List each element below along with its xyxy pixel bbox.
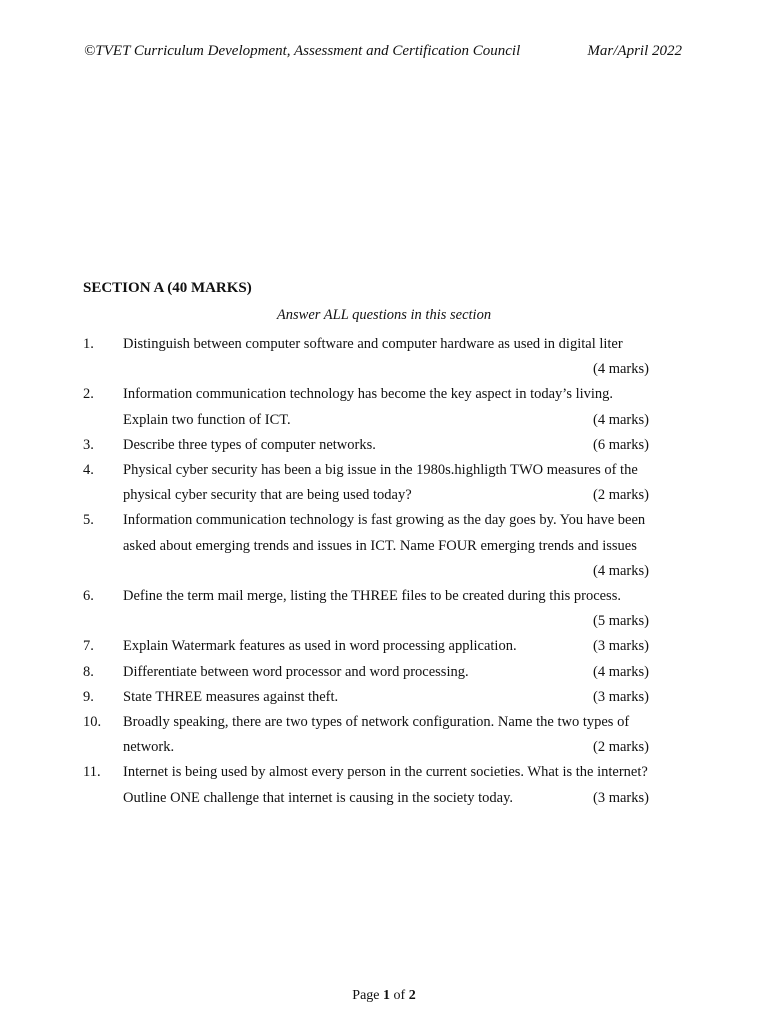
question-marks: (3 marks) — [593, 688, 649, 705]
instruction-text: Answer ALL questions in this section — [276, 307, 492, 323]
question-item — [83, 382, 685, 432]
council-name: ©TVET Curriculum Development, Assessment and Certification Council — [84, 43, 521, 59]
question-text-continued: asked about emerging trends and issues in ICT. Name FOUR emerging trends and issues — [123, 537, 637, 554]
question-number: 4. — [83, 462, 94, 479]
page-word: Page — [352, 988, 380, 1003]
question-number: 3. — [83, 436, 94, 453]
question-text: Broadly speaking, there are two types of network configuration. Name the two types of — [123, 714, 630, 731]
question-item — [83, 332, 685, 382]
question-list — [83, 332, 685, 811]
question-text: Information communication technology is fast growing as the day goes by. You have been — [123, 512, 646, 529]
question-number: 9. — [83, 688, 94, 705]
question-item — [83, 433, 685, 458]
question-item — [83, 584, 685, 634]
question-item — [83, 458, 685, 508]
page-number: 1 — [383, 988, 391, 1003]
question-item — [83, 685, 685, 710]
question-number: 7. — [83, 638, 94, 655]
question-marks: (4 marks) — [593, 663, 649, 680]
question-number: 2. — [83, 386, 94, 403]
section-title: SECTION A (40 MARKS) — [83, 280, 252, 296]
question-item — [83, 760, 685, 810]
question-text: State THREE measures against theft. — [123, 688, 339, 705]
page-header — [84, 43, 682, 60]
question-number: 1. — [83, 336, 94, 352]
question-item — [83, 710, 685, 760]
question-number: 11. — [83, 764, 101, 781]
question-item — [83, 508, 685, 584]
question-marks: (4 marks) — [593, 361, 649, 378]
question-text: Physical cyber security has been a big issue in the 1980s.highligth TWO measures of the — [123, 462, 638, 479]
question-number: 8. — [83, 663, 94, 680]
question-item — [83, 660, 685, 685]
question-text: Information communication technology has become the key aspect in today’s living. — [123, 386, 614, 403]
question-text: Describe three types of computer networks. — [123, 436, 376, 453]
question-text: Differentiate between word processor and word processing. — [123, 663, 469, 680]
question-text-continued: Outline ONE challenge that internet is causing in the society today. — [123, 789, 514, 806]
section-instruction — [0, 307, 768, 324]
exam-date: Mar/April 2022 — [587, 43, 682, 59]
question-number: 10. — [83, 714, 102, 731]
page-footer — [0, 988, 768, 1004]
question-marks: (4 marks) — [593, 562, 649, 579]
page-total: 2 — [408, 988, 416, 1003]
question-marks: (5 marks) — [593, 613, 649, 630]
question-text: Explain Watermark features as used in word processing application. — [123, 638, 517, 655]
question-text: Internet is being used by almost every person in the current societies. What is the internet? — [123, 764, 648, 781]
question-text: Define the term mail merge, listing the THREE files to be created during this process. — [123, 588, 621, 605]
question-text-continued: physical cyber security that are being used today? — [123, 487, 412, 504]
question-text-continued: network. — [123, 739, 175, 756]
question-text: Distinguish between computer software and computer hardware as used in digital liter — [123, 336, 623, 352]
question-marks: (3 marks) — [593, 789, 649, 806]
question-number: 5. — [83, 512, 94, 529]
question-marks: (2 marks) — [593, 739, 649, 756]
question-marks: (3 marks) — [593, 638, 649, 655]
question-marks: (6 marks) — [593, 436, 649, 453]
question-marks: (4 marks) — [593, 411, 649, 428]
of-word: of — [393, 988, 406, 1003]
question-marks: (2 marks) — [593, 487, 649, 504]
question-number: 6. — [83, 588, 94, 605]
question-item — [83, 634, 685, 659]
question-text-continued: Explain two function of ICT. — [123, 411, 291, 428]
